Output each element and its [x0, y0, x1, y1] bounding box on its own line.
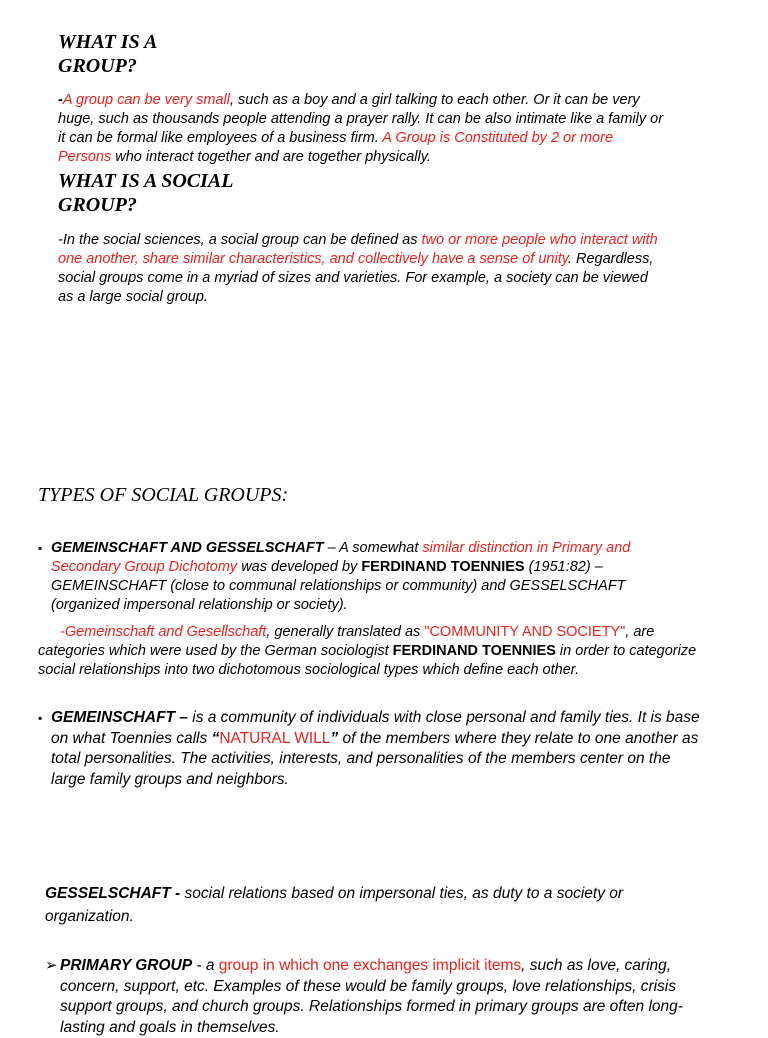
highlight-text: A group can be very small	[62, 92, 230, 108]
highlight-text: -Gemeinschaft and Gesellschaft	[60, 624, 267, 640]
bullet-text: PRIMARY GROUP - a group in which one exchanges implicit items, such as love, caring, concern, support, etc. Examples of these would be family groups, love relationships, crisis support groups, and church groups. Relationships formed in primary groups are often long-lasting and goals in themselves.	[60, 957, 683, 1036]
heading-types-of-social-groups: TYPES OF SOCIAL GROUPS:	[38, 484, 289, 506]
heading-line: GROUP?	[58, 55, 137, 77]
bullet-text: GEMEINSCHAFT – is a community of individuals with close personal and family ties. It is base on what Toennies calls “NATURAL WILL” of the members where they relate to one another as total personalities. The activities, interests, and personalities of the members center on the large family groups and neighbors.	[51, 709, 700, 788]
bullet-text: GEMEINSCHAFT AND GESSELSCHAFT – A somewhat similar distinction in Primary and Secondary Group Dichotomy was developed by FERDINAND TOENNIES (1951:82) – GEMEINSCHAFT (close to communal relationships or community) and GESSELSCHAFT (organized impersonal relationship or society).	[51, 540, 631, 613]
bullet-gemeinschaft-gesselschaft	[38, 539, 698, 615]
heading-what-is-a-social-group	[58, 169, 358, 217]
highlight-text: two or more people who interact with one another, share similar characteristics, and collectively have a sense of unity	[58, 232, 658, 267]
highlight-text: NATURAL WILL	[219, 729, 331, 747]
heading-line: WHAT IS A	[58, 31, 158, 53]
square-bullet-icon: ▪	[38, 541, 43, 555]
bullet-primary-group	[45, 956, 695, 1036]
paragraph-gesselschaft: GESSELSCHAFT - social relations based on impersonal ties, as duty to a society or organization.	[45, 885, 624, 925]
paragraph-social-group-definition: -In the social sciences, a social group can be defined as two or more people who interact with one another, share similar characteristics, and collectively have a sense of unity. Regardless, social groups come in a myriad of sizes and varieties. For example, a society can be viewed as a large social group.	[58, 232, 658, 305]
highlight-text: group in which one exchanges implicit items	[218, 957, 522, 974]
square-bullet-icon: ▪	[38, 711, 43, 725]
highlight-text: similar distinction in Primary and Secondary Group Dichotomy	[51, 540, 631, 575]
paragraph-group-definition: -A group can be very small, such as a boy and a girl talking to each other. Or it can be very huge, such as thousands people attending a prayer rally. It can be also intimate like a family or it can be formal like employees of a business firm. A Group is Constituted by 2 or more Persons who interact together and are together physically.	[58, 92, 664, 165]
arrow-bullet-icon: ➢	[45, 957, 58, 974]
paragraph-community-and-society: -Gemeinschaft and Gesellschaft, generally translated as "COMMUNITY AND SOCIETY", are categories which were used by the German sociologist FERDINAND TOENNIES in order to categorize social relationships into two dichotomous sociological types which define each other.	[38, 624, 697, 678]
highlight-text: "COMMUNITY AND SOCIETY"	[424, 624, 626, 640]
heading-line: GROUP?	[58, 194, 137, 216]
bullet-gemeinschaft	[38, 708, 702, 790]
heading-line: WHAT IS A SOCIAL	[58, 170, 234, 192]
heading-what-is-a-group	[58, 30, 358, 78]
highlight-text: A Group is Constituted by 2 or more Persons	[58, 130, 614, 165]
